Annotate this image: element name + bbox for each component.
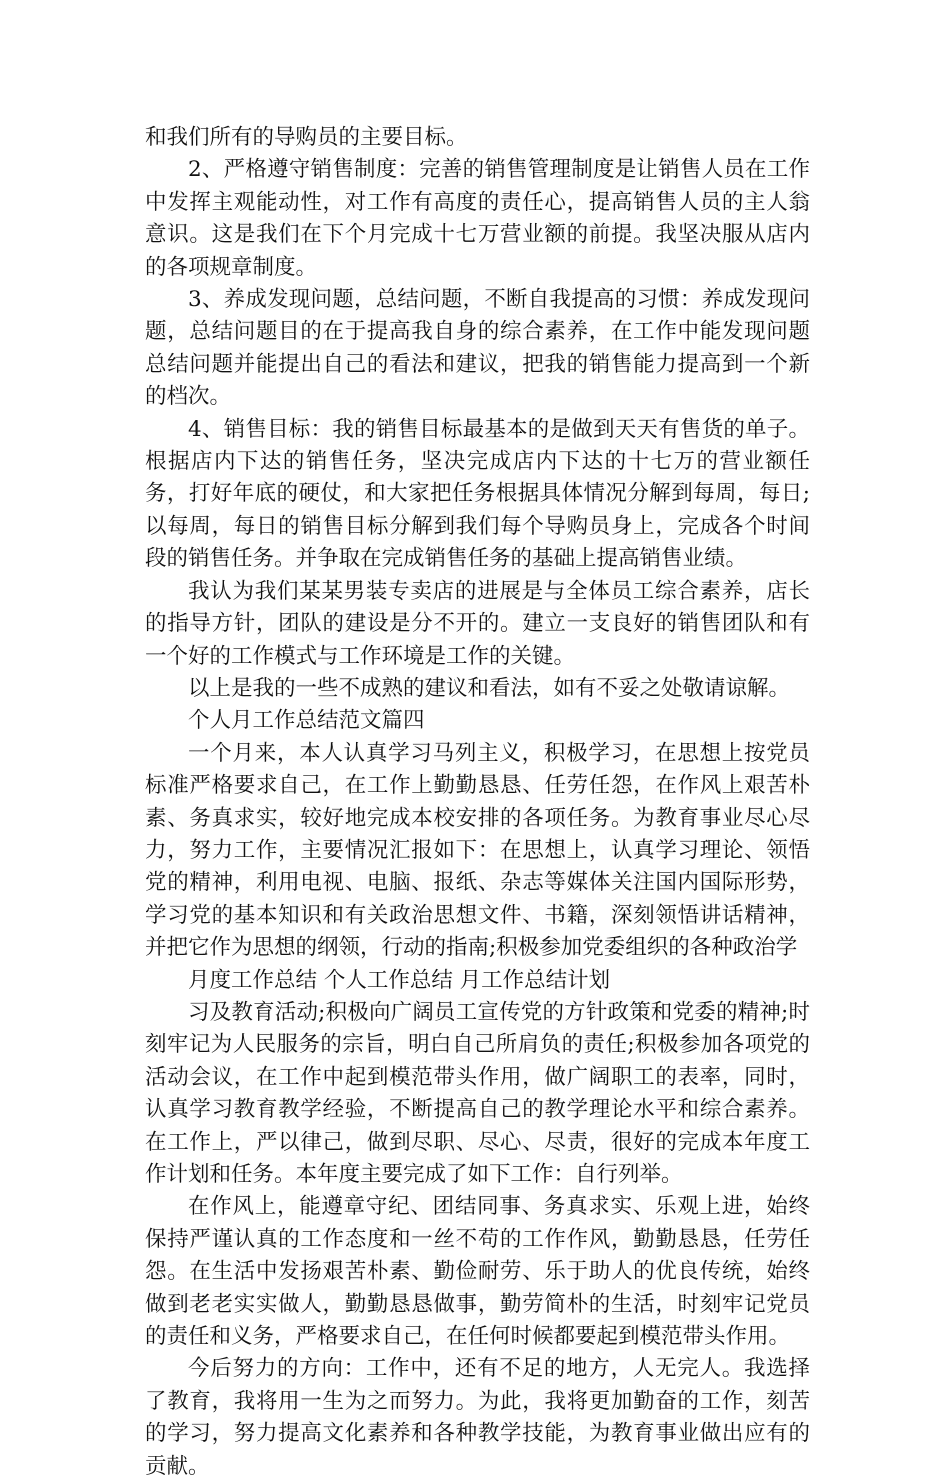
- section-heading: 个人月工作总结范文篇四: [188, 708, 425, 734]
- paragraph: 在作风上，能遵章守纪、团结同事、务真求实、乐观上进，始终保持严谨认真的工作态度和一丝不苟的工作作风，勤勤恳恳，任劳任怨。在生活中发扬艰苦朴素、勤俭耐劳、乐于助人的优良传统，始终做到老老实实做人，勤勤恳恳做事，勤劳简朴的生活，时刻牢记党员的责任和义务，严格要求自己，在任何时候都要起到模范带头作用。: [145, 1194, 810, 1350]
- paragraph: 以上是我的一些不成熟的建议和看法，如有不妥之处敬请谅解。: [188, 675, 791, 701]
- document-body: [145, 122, 810, 1483]
- paragraph: 今后努力的方向：工作中，还有不足的地方，人无完人。我选择了教育，我将用一生为之而努力。为此，我将更加勤奋的工作，刻苦的学习，努力提高文化素养和各种教学技能，为教育事业做出应有的贡献。: [145, 1356, 810, 1479]
- paragraph: 2、严格遵守销售制度：完善的销售管理制度是让销售人员在工作中发挥主观能动性，对工作有高度的责任心，提高销售人员的主人翁意识。这是我们在下个月完成十七万营业额的前提。我坚决服从店内的各项规章制度。: [145, 157, 810, 280]
- paragraph: 4、销售目标：我的销售目标最基本的是做到天天有售货的单子。根据店内下达的销售任务，坚决完成店内下达的十七万的营业额任务，打好年底的硬仗，和大家把任务根据具体情况分解到每周，每日;以每周，每日的销售目标分解到我们每个导购员身上，完成各个时间段的销售任务。并争取在完成销售任务的基础上提高销售业绩。: [145, 416, 810, 572]
- paragraph: 3、养成发现问题，总结问题，不断自我提高的习惯：养成发现问题，总结问题目的在于提高我自身的综合素养，在工作中能发现问题总结问题并能提出自己的看法和建议，把我的销售能力提高到一个新的档次。: [145, 287, 810, 410]
- paragraph: 一个月来，本人认真学习马列主义，积极学习，在思想上按党员标准严格要求自己，在工作上勤勤恳恳、任劳任怨，在作风上艰苦朴素、务真求实，较好地完成本校安排的各项任务。为教育事业尽心尽力，努力工作，主要情况汇报如下：在思想上，认真学习理论、领悟党的精神，利用电视、电脑、报纸、杂志等媒体关注国内国际形势，学习党的基本知识和有关政治思想文件、书籍，深刻领悟讲话精神，并把它作为思想的纲领，行动的指南;积极参加党委组织的各种政治学: [145, 740, 810, 961]
- paragraph: 我认为我们某某男装专卖店的进展是与全体员工综合素养，店长的指导方针，团队的建设是分不开的。建立一支良好的销售团队和有一个好的工作模式与工作环境是工作的关键。: [145, 578, 810, 669]
- keyword-line: 月度工作总结 个人工作总结 月工作总结计划: [188, 967, 611, 993]
- paragraph: 和我们所有的导购员的主要目标。: [145, 125, 468, 150]
- paragraph: 习及教育活动;积极向广阔员工宣传党的方针政策和党委的精神;时刻牢记为人民服务的宗旨，明白自己所肩负的责任;积极参加各项党的活动会议，在工作中起到模范带头作用，做广阔职工的表率，同时，认真学习教育教学经验，不断提高自己的教学理论水平和综合素养。在工作上，严以律己，做到尽职、尽心、尽责，很好的完成本年度工作计划和任务。本年度主要完成了如下工作：自行列举。: [145, 999, 810, 1187]
